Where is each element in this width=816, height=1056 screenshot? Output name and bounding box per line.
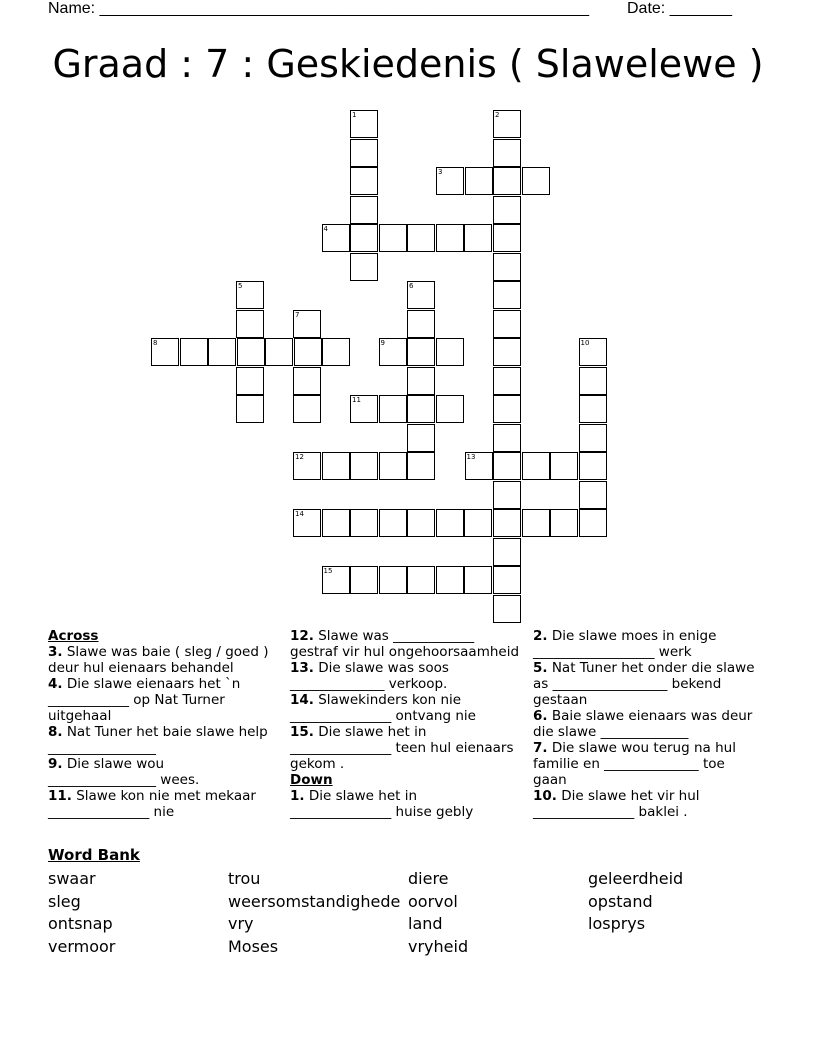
grid-cell[interactable]	[350, 224, 378, 252]
grid-cell[interactable]	[436, 395, 464, 423]
grid-cell[interactable]	[322, 452, 350, 480]
grid-cell[interactable]	[350, 196, 378, 224]
across-clue: 8. Nat Tuner het baie slawe help ________________	[48, 724, 268, 756]
clues-column	[48, 628, 276, 820]
word-bank-word: ontsnap	[48, 914, 113, 934]
grid-cell[interactable]	[379, 338, 407, 366]
word-bank-word: vermoor	[48, 937, 116, 957]
clue-number: 1	[352, 111, 357, 119]
grid-cell[interactable]	[407, 424, 435, 452]
across-clue: 14. Slawekinders kon nie _______________ ontvang nie	[290, 692, 476, 724]
grid-cell[interactable]	[579, 338, 607, 366]
word-bank-word: diere	[408, 869, 449, 888]
grid-cell[interactable]	[293, 452, 321, 480]
grid-cell[interactable]	[522, 509, 550, 537]
grid-cell[interactable]	[407, 367, 435, 395]
down-clue: 10. Die slawe het vir hul _______________ baklei .	[533, 788, 700, 820]
grid-cell[interactable]	[322, 338, 350, 366]
grid-cell[interactable]	[379, 452, 407, 480]
name-field: Name: _______________________________________________________	[48, 0, 589, 17]
grid-cell[interactable]	[151, 338, 179, 366]
grid-cell[interactable]	[464, 509, 492, 537]
grid-cell[interactable]	[493, 538, 521, 566]
grid-cell[interactable]	[350, 452, 378, 480]
grid-cell[interactable]	[407, 224, 435, 252]
grid-cell[interactable]	[579, 395, 607, 423]
grid-cell[interactable]	[407, 338, 435, 366]
grid-cell[interactable]	[493, 196, 521, 224]
grid-cell[interactable]	[293, 395, 321, 423]
down-clue: 2. Die slawe moes in enige __________________ werk	[533, 628, 717, 660]
grid-cell[interactable]	[493, 110, 521, 138]
across-clue: 11. Slawe kon nie met mekaar _______________ nie	[48, 788, 256, 820]
word-bank-column	[228, 868, 400, 959]
grid-cell[interactable]	[464, 566, 492, 594]
grid-cell[interactable]	[493, 167, 521, 195]
grid-cell[interactable]	[236, 310, 264, 338]
grid-cell[interactable]	[180, 338, 208, 366]
grid-cell[interactable]	[350, 139, 378, 167]
grid-cell[interactable]	[579, 481, 607, 509]
word-bank-word: land	[408, 914, 443, 934]
across-clue: 13. Die slawe was soos ______________ verkoop.	[290, 660, 449, 692]
grid-cell[interactable]	[436, 338, 464, 366]
grid-cell[interactable]	[464, 224, 492, 252]
across-clue: 9. Die slawe wou ________________ wees.	[48, 756, 200, 788]
down-clue: 7. Die slawe wou terug na hul familie en ______________ toe gaan	[533, 740, 736, 788]
grid-cell[interactable]	[436, 167, 464, 195]
word-bank-word: vryheid	[408, 937, 469, 957]
word-bank-word: vry	[228, 914, 254, 934]
grid-cell[interactable]	[522, 167, 550, 195]
word-bank-word: sleg	[48, 891, 81, 911]
grid-cell[interactable]	[493, 566, 521, 594]
clue-number: 7	[295, 310, 300, 319]
grid-cell[interactable]	[493, 595, 521, 623]
grid-cell[interactable]	[379, 224, 407, 252]
grid-cell[interactable]	[493, 310, 521, 338]
grid-cell[interactable]	[237, 338, 265, 366]
word-bank-column	[408, 868, 468, 959]
grid-cell[interactable]	[436, 224, 464, 252]
clue-number: 2	[495, 111, 500, 119]
down-heading: Down	[290, 772, 333, 788]
word-bank-column	[588, 868, 683, 936]
grid-cell[interactable]	[208, 338, 236, 366]
grid-cell[interactable]	[350, 395, 378, 423]
grid-cell[interactable]	[379, 395, 407, 423]
clue-number: 10	[580, 339, 590, 347]
grid-cell[interactable]	[579, 424, 607, 452]
grid-cell[interactable]	[579, 509, 607, 537]
grid-cell[interactable]	[322, 566, 350, 594]
clue-number: 9	[380, 339, 385, 347]
across-clue: 3. Slawe was baie ( sleg / goed ) deur hul eienaars behandel	[48, 644, 269, 676]
grid-cell[interactable]	[465, 452, 493, 480]
across-heading: Across	[48, 628, 99, 644]
grid-cell[interactable]	[407, 395, 435, 423]
grid-cell[interactable]	[579, 367, 607, 395]
grid-cell[interactable]	[436, 566, 464, 594]
grid-cell[interactable]	[436, 509, 464, 537]
clue-number: 12	[295, 453, 304, 461]
grid-cell[interactable]	[550, 509, 578, 537]
clues-column	[290, 628, 522, 820]
across-clue: 12. Slawe was ____________ gestraf vir hul ongehoorsaamheid	[290, 628, 520, 660]
grid-cell[interactable]	[236, 281, 264, 309]
down-clue: 5. Nat Tuner het onder die slawe as _________________ bekend gestaan	[533, 660, 755, 708]
grid-cell[interactable]	[407, 310, 435, 338]
grid-cell[interactable]	[493, 452, 521, 480]
clue-number: 3	[438, 168, 443, 176]
clue-number: 4	[323, 225, 328, 233]
grid-cell[interactable]	[493, 253, 521, 281]
grid-cell[interactable]	[493, 281, 521, 309]
date-field: Date: _______	[627, 0, 732, 17]
clue-number: 11	[352, 396, 361, 404]
grid-cell[interactable]	[236, 367, 264, 395]
grid-cell[interactable]	[293, 509, 321, 537]
across-clue: 15. Die slawe het in _______________ teen hul eienaars gekom .	[290, 724, 514, 772]
clues-column	[533, 628, 758, 820]
word-bank-word: geleerdheid	[588, 869, 684, 888]
grid-cell[interactable]	[493, 424, 521, 452]
grid-cell[interactable]	[493, 481, 521, 509]
grid-cell[interactable]	[493, 139, 521, 167]
grid-cell[interactable]	[293, 310, 321, 338]
grid-cell[interactable]	[322, 509, 350, 537]
word-bank-word: losprys	[588, 914, 646, 934]
grid-cell[interactable]	[522, 452, 550, 480]
grid-cell[interactable]	[493, 338, 521, 366]
grid-cell[interactable]	[493, 509, 521, 537]
grid-cell[interactable]	[350, 509, 378, 537]
word-bank-column	[48, 868, 115, 959]
grid-cell[interactable]	[350, 167, 378, 195]
grid-cell[interactable]	[493, 367, 521, 395]
grid-cell[interactable]	[350, 110, 378, 138]
grid-cell[interactable]	[493, 224, 521, 252]
grid-cell[interactable]	[407, 281, 435, 309]
across-clue: 4. Die slawe eienaars het `n ____________ op Nat Turner uitgehaal	[48, 676, 241, 724]
grid-cell[interactable]	[322, 224, 350, 252]
grid-cell[interactable]	[465, 167, 493, 195]
grid-cell[interactable]	[407, 452, 435, 480]
clue-number: 5	[238, 282, 243, 290]
grid-cell[interactable]	[407, 566, 435, 594]
word-bank-word: trou	[228, 869, 261, 888]
down-clue: 1. Die slawe het in _______________ huise gebly	[290, 788, 474, 820]
word-bank-word: weersomstandighede	[228, 891, 401, 911]
grid-cell[interactable]	[265, 338, 293, 366]
clue-number: 8	[153, 339, 158, 347]
grid-cell[interactable]	[294, 338, 322, 366]
down-clue: 6. Baie slawe eienaars was deur die slawe _____________	[533, 708, 753, 740]
clue-number: 6	[409, 282, 414, 290]
grid-cell[interactable]	[579, 452, 607, 480]
grid-cell[interactable]	[550, 452, 578, 480]
grid-cell[interactable]	[293, 367, 321, 395]
clue-number: 13	[466, 453, 476, 461]
grid-cell[interactable]	[407, 509, 435, 537]
page-title: Graad : 7 : Geskiedenis ( Slawelewe )	[52, 42, 764, 86]
grid-cell[interactable]	[350, 566, 378, 594]
word-bank-word: swaar	[48, 869, 96, 888]
word-bank-word: Moses	[228, 937, 279, 957]
grid-cell[interactable]	[350, 253, 378, 281]
grid-cell[interactable]	[379, 566, 407, 594]
grid-cell[interactable]	[236, 395, 264, 423]
clue-number: 14	[295, 510, 304, 518]
grid-cell[interactable]	[493, 395, 521, 423]
grid-cell[interactable]	[379, 509, 407, 537]
clue-number: 15	[323, 567, 333, 575]
word-bank-word: oorvol	[408, 891, 458, 911]
word-bank-title: Word Bank	[48, 846, 140, 864]
word-bank-word: opstand	[588, 891, 653, 911]
